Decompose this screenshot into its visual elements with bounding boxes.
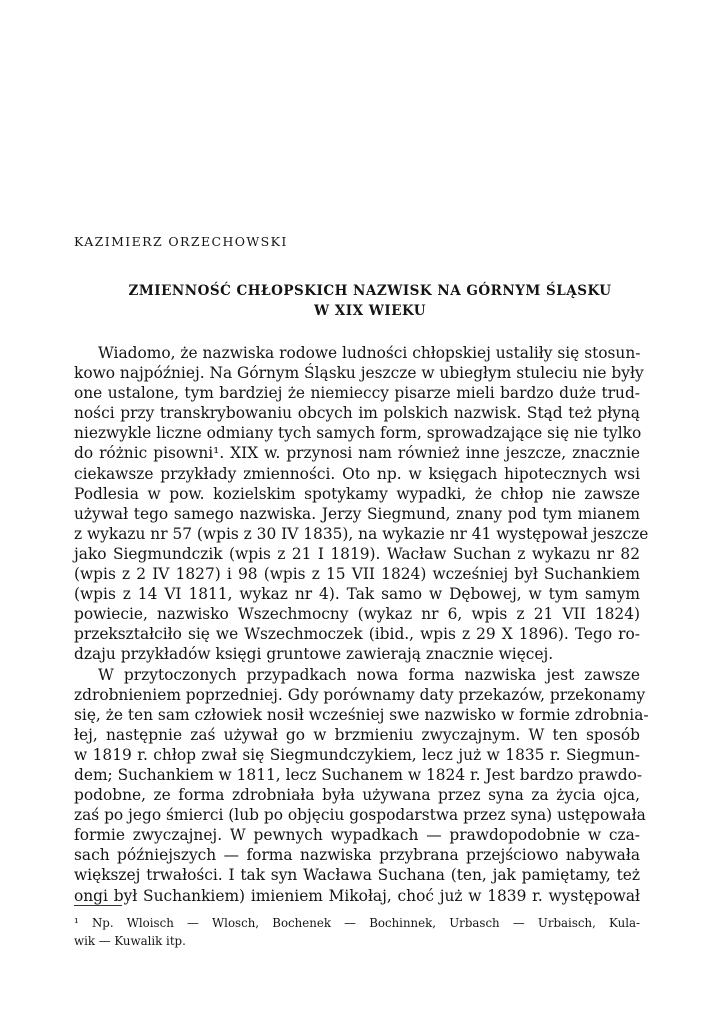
body-line: niezwykle liczne odmiany tych samych form, sprowadzające się nie tylko bbox=[74, 424, 642, 443]
body-line: Podlesia w pow. kozielskim spotykamy wypadki, że chłop nie zawsze bbox=[74, 484, 640, 503]
body-line: powiecie, nazwisko Wszechmocny (wykaz nr 6, wpis z 21 VII 1824) bbox=[74, 605, 640, 624]
footnote bbox=[74, 915, 640, 950]
author-name: KAZIMIERZ ORZECHOWSKI bbox=[74, 234, 288, 249]
body-line: dzaju przykładów księgi gruntowe zawierają znacznie więcej. bbox=[74, 645, 554, 664]
footnote-line: wik — Kuwalik itp. bbox=[74, 933, 186, 948]
body-line: one ustalone, tym bardziej że niemieccy pisarze mieli bardzo duże trud- bbox=[74, 384, 640, 403]
body-line: formie zwyczajnej. W pewnych wypadkach — prawdopodobnie w cza- bbox=[74, 826, 640, 845]
body-line: dem; Suchankiem w 1811, lecz Suchanem w 1824 r. Jest bardzo prawdo- bbox=[74, 765, 643, 784]
body-line: większej trwałości. I tak syn Wacława Suchana (ten, jak pamiętamy, też bbox=[74, 866, 640, 885]
article-body bbox=[74, 343, 649, 906]
body-line: do różnic pisowni¹. XIX w. przynosi nam również inne jeszcze, znacznie bbox=[74, 444, 640, 463]
footnote-divider bbox=[74, 905, 122, 906]
body-line: z wykazu nr 57 (wpis z 30 IV 1835), na wykazie nr 41 występował jeszcze bbox=[74, 524, 649, 543]
body-line: podobne, ze forma zdrobniała była używana przez syna za życia ojca, bbox=[74, 786, 640, 805]
body-line: ongi był Suchankiem) imieniem Mikołaj, choć już w 1839 r. występował bbox=[74, 886, 640, 905]
body-line: jako Siegmundczik (wpis z 21 I 1819). Wacław Suchan z wykazu nr 82 bbox=[74, 544, 640, 563]
article-title-line-2: W XIX WIEKU bbox=[313, 303, 427, 319]
body-line: zdrobnieniem poprzedniej. Gdy porównamy daty przekazów, przekonamy bbox=[74, 685, 646, 704]
body-line: ciekawsze przykłady zmienności. Oto np. w księgach hipotecznych wsi bbox=[74, 464, 640, 483]
body-line: kowo najpóźniej. Na Górnym Śląsku jeszcze w ubiegłym stuleciu nie były bbox=[74, 364, 644, 383]
body-line: (wpis z 2 IV 1827) i 98 (wpis z 15 VII 1824) wcześniej był Suchankiem bbox=[74, 565, 640, 584]
body-line: Wiadomo, że nazwiska rodowe ludności chłopskiej ustaliły się stosun- bbox=[98, 344, 641, 362]
body-line: przekształciło się we Wszechmoczek (ibid., wpis z 29 X 1896). Tego ro- bbox=[74, 625, 640, 644]
body-line: się, że ten sam człowiek nosił wcześniej swe nazwisko w formie zdrobnia- bbox=[74, 705, 649, 724]
body-line: używał tego samego nazwiska. Jerzy Siegmund, znany pod tym mianem bbox=[74, 504, 640, 523]
article-title-line-1: ZMIENNOŚĆ CHŁOPSKICH NAZWISK NA GÓRNYM ŚLĄSKU bbox=[128, 283, 612, 299]
footnote-line: ¹ Np. Wloisch — Wlosch, Bochenek — Bochinnek, Urbasch — Urbaisch, Kula- bbox=[74, 916, 640, 930]
body-line: (wpis z 14 VI 1811, wykaz nr 4). Tak samo w Dębowej, w tym samym bbox=[74, 585, 640, 604]
body-line: ności przy transkrybowaniu obcych im polskich nazwisk. Stąd też płyną bbox=[74, 404, 640, 423]
body-line: W przytoczonych przypadkach nowa forma nazwiska jest zawsze bbox=[98, 665, 640, 684]
body-line: sach późniejszych — forma nazwiska przybrana przejściowo nabywała bbox=[74, 846, 640, 865]
body-line: zaś po jego śmierci (lub po objęciu gospodarstwa przez syna) ustępowała bbox=[74, 806, 646, 825]
body-line: w 1819 r. chłop zwał się Siegmundczykiem, lecz już w 1835 r. Siegmun- bbox=[74, 745, 640, 764]
body-line: łej, następnie zaś używał go w brzmieniu zwyczajnym. W ten sposób bbox=[74, 725, 640, 744]
